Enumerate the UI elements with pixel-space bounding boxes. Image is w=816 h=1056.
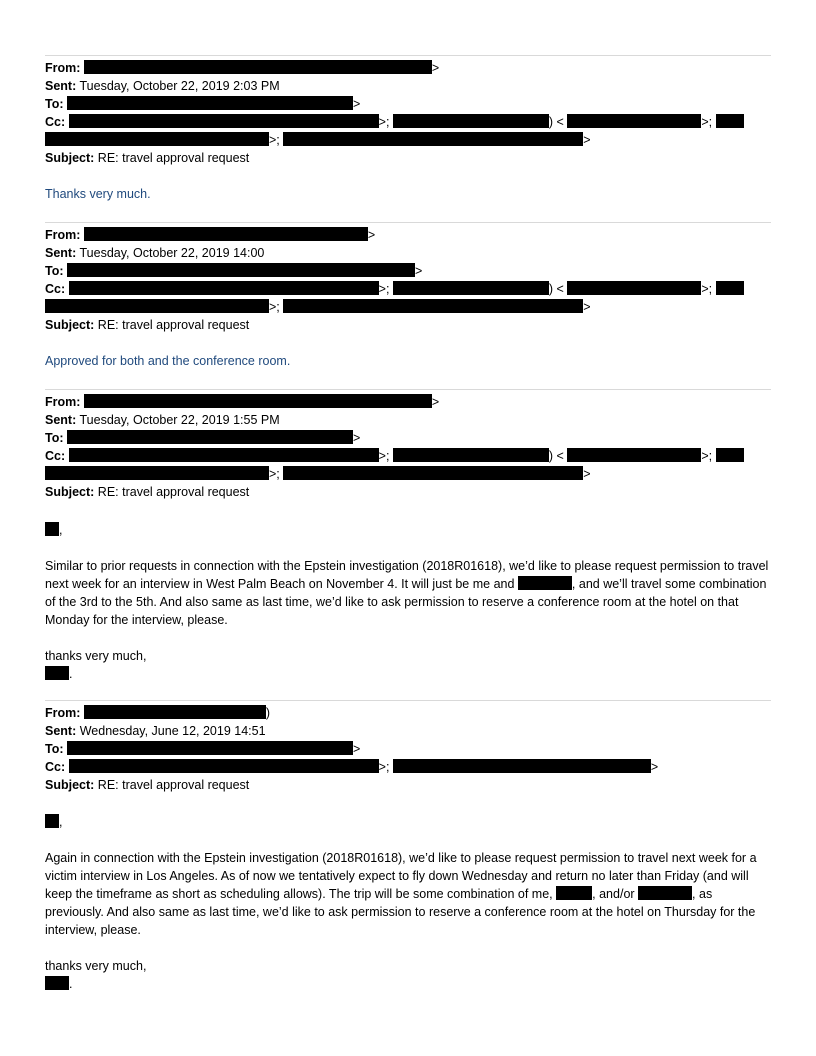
punct: . (69, 977, 73, 991)
redaction (67, 430, 353, 444)
redaction (518, 576, 572, 590)
punct: >; (269, 300, 280, 314)
subject-label: Subject: (45, 151, 95, 165)
subject-label: Subject: (45, 318, 95, 332)
cc-line (45, 758, 771, 776)
signature (45, 975, 771, 993)
redaction (716, 114, 744, 128)
email-message (45, 393, 771, 501)
punct: >; (269, 133, 280, 147)
divider (45, 700, 771, 701)
from-label: From: (45, 395, 81, 409)
punct: > (353, 742, 361, 756)
punct: > (353, 431, 361, 445)
body-text: , (592, 887, 596, 901)
punct: ) < (548, 449, 564, 463)
punct: >; (701, 282, 713, 296)
subject-line (45, 483, 771, 501)
redaction (283, 299, 583, 313)
punct: , (59, 523, 63, 537)
cc-line-cont (45, 131, 771, 149)
sent-label: Sent: (45, 413, 77, 427)
sent-line (45, 722, 771, 740)
message-body: Thanks very much. (45, 187, 151, 201)
subject-line (45, 776, 771, 794)
cc-line-cont (45, 298, 771, 316)
to-line (45, 740, 771, 758)
punct: > (650, 760, 659, 774)
redaction (716, 281, 744, 295)
sent-line (45, 244, 771, 262)
redaction (69, 448, 379, 462)
redaction (69, 114, 379, 128)
from-line (45, 226, 771, 244)
punct: . (69, 667, 73, 681)
punct: > (583, 133, 591, 147)
redaction (393, 448, 549, 462)
punct: > (431, 61, 440, 75)
to-label: To: (45, 264, 64, 278)
redaction (45, 976, 69, 990)
cc-label: Cc: (45, 115, 66, 129)
redaction (45, 299, 269, 313)
subject-label: Subject: (45, 485, 95, 499)
subject-line (45, 316, 771, 334)
redaction (45, 666, 69, 680)
punct: >; (378, 282, 390, 296)
cc-line-cont (45, 465, 771, 483)
redaction (567, 281, 701, 295)
punct: ) (265, 706, 271, 720)
greeting (45, 813, 771, 831)
redaction (67, 741, 353, 755)
cc-line (45, 447, 771, 465)
redaction (67, 96, 353, 110)
redaction (556, 886, 592, 900)
redaction (393, 281, 549, 295)
redaction (69, 281, 379, 295)
redaction (84, 227, 368, 241)
divider (45, 55, 771, 56)
from-line (45, 393, 771, 411)
redaction (393, 114, 549, 128)
to-line (45, 262, 771, 280)
from-label: From: (45, 706, 81, 720)
message-body: Approved for both and the conference room. (45, 354, 291, 368)
cc-line (45, 280, 771, 298)
sent-label: Sent: (45, 246, 77, 260)
email-message (45, 59, 771, 203)
punct: >; (378, 760, 390, 774)
subject-line (45, 149, 771, 167)
from-label: From: (45, 228, 81, 242)
cc-label: Cc: (45, 760, 66, 774)
redaction (84, 705, 266, 719)
punct: >; (701, 449, 713, 463)
closing: thanks very much, (45, 959, 147, 973)
redaction (84, 60, 432, 74)
redaction (69, 759, 379, 773)
body-text: , as previously. And also same as last time, we’d like to ask permission to reserve a conference room at the hotel on Thursday for the interview, please. (45, 887, 756, 937)
subject-value: RE: travel approval request (97, 485, 250, 499)
redaction (45, 466, 269, 480)
redaction (283, 466, 583, 480)
from-line (45, 59, 771, 77)
redaction (716, 448, 744, 462)
punct: >; (378, 115, 390, 129)
punct: >; (701, 115, 713, 129)
sent-value: Wednesday, June 12, 2019 14:51 (79, 724, 266, 738)
body-text: , and we’ll travel some combination of the 3rd to the 5th. And also same as last time, we’d like to ask permission to reserve a conference room at the hotel on that Monday for the interview, please. (45, 577, 767, 627)
divider (45, 222, 771, 223)
from-label: From: (45, 61, 81, 75)
closing: thanks very much, (45, 649, 147, 663)
punct: > (583, 300, 591, 314)
punct: > (431, 395, 440, 409)
punct: > (353, 97, 361, 111)
punct: ) < (548, 282, 564, 296)
to-label: To: (45, 97, 64, 111)
body-paragraph (45, 849, 771, 939)
redaction (638, 886, 692, 900)
signature (45, 665, 771, 683)
to-line (45, 95, 771, 113)
redaction (283, 132, 583, 146)
sent-value: Tuesday, October 22, 2019 14:00 (79, 246, 265, 260)
redaction (45, 814, 59, 828)
body-paragraph (45, 557, 771, 629)
sent-label: Sent: (45, 724, 77, 738)
subject-label: Subject: (45, 778, 95, 792)
from-line (45, 704, 771, 722)
subject-value: RE: travel approval request (97, 151, 250, 165)
subject-value: RE: travel approval request (97, 318, 250, 332)
body-text: Similar to prior requests in connection with the Epstein investigation (2018R01618), we’d like to please request permission to travel next week for an interview in West Palm Beach on November 4. It will just be me and (45, 559, 769, 591)
punct: > (367, 228, 376, 242)
sent-line (45, 77, 771, 95)
cc-label: Cc: (45, 282, 66, 296)
message-body (45, 521, 771, 683)
redaction (84, 394, 432, 408)
punct: > (415, 264, 423, 278)
punct: >; (269, 467, 280, 481)
redaction (67, 263, 415, 277)
to-label: To: (45, 742, 64, 756)
redaction (567, 448, 701, 462)
greeting (45, 521, 771, 539)
body-text: and/or (599, 887, 635, 901)
redaction (45, 132, 269, 146)
punct: >; (378, 449, 390, 463)
sent-value: Tuesday, October 22, 2019 1:55 PM (79, 413, 280, 427)
cc-label: Cc: (45, 449, 66, 463)
punct: , (59, 815, 63, 829)
to-line (45, 429, 771, 447)
punct: ) < (548, 115, 564, 129)
divider (45, 389, 771, 390)
subject-value: RE: travel approval request (97, 778, 250, 792)
redaction (45, 522, 59, 536)
sent-line (45, 411, 771, 429)
to-label: To: (45, 431, 64, 445)
email-message (45, 226, 771, 370)
email-message (45, 704, 771, 794)
message-body (45, 813, 771, 993)
body-text: Again in connection with the Epstein investigation (2018R01618), we’d like to please request permission to travel next week for a victim interview in Los Angeles. As of now we tentatively expect to fly down Wednesday and return no later than Friday (and will keep the timeframe as short as scheduling allows). The trip will be some combination of me, (45, 851, 757, 901)
redaction (393, 759, 651, 773)
redaction (567, 114, 701, 128)
sent-value: Tuesday, October 22, 2019 2:03 PM (79, 79, 280, 93)
sent-label: Sent: (45, 79, 77, 93)
cc-line (45, 113, 771, 131)
punct: > (583, 467, 591, 481)
